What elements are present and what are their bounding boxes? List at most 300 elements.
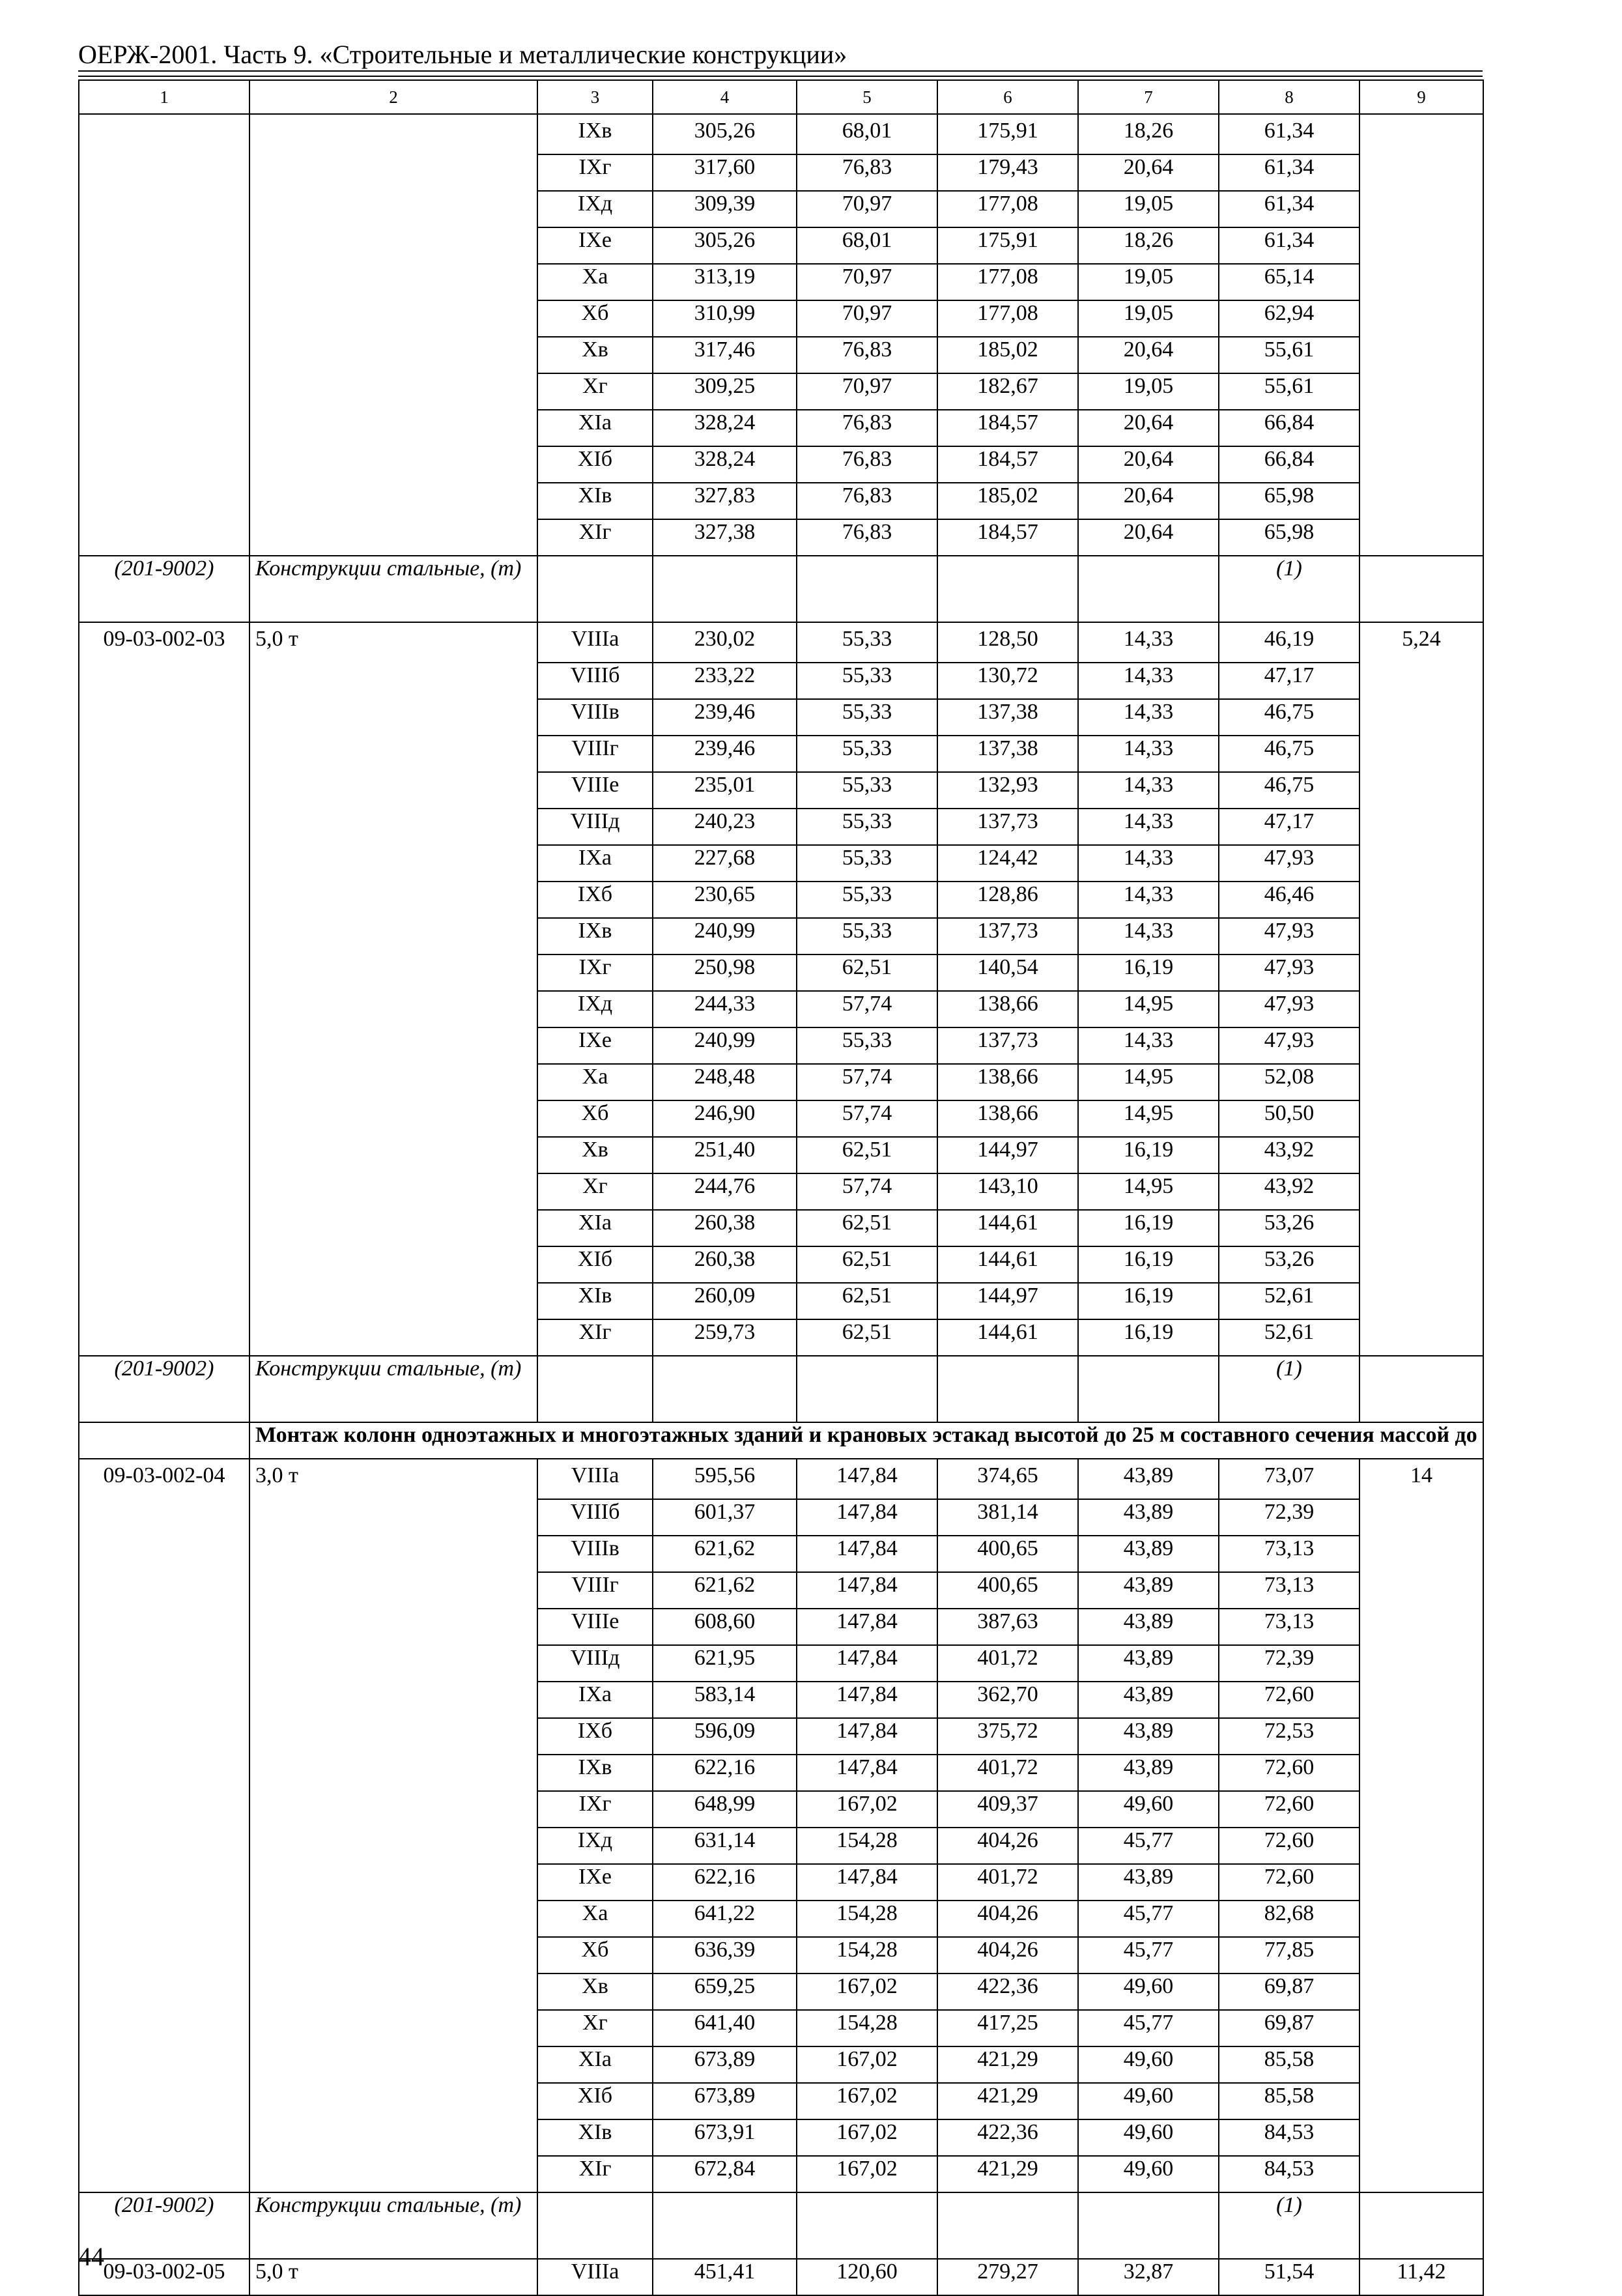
value-cell: 130,72 (937, 663, 1078, 699)
resource-name: Конструкции стальные, (т) (249, 556, 537, 622)
value-cell: 16,19 (1078, 1210, 1219, 1246)
value-cell: 53,26 (1219, 1246, 1359, 1283)
value-cell: 404,26 (937, 1901, 1078, 1937)
rate-name: 5,0 т (249, 622, 537, 1356)
value-cell: 72,60 (1219, 1828, 1359, 1864)
value-cell: 47,93 (1219, 991, 1359, 1027)
section-title: Монтаж колонн одноэтажных и многоэтажных зданий и крановых эстакад высотой до 25 м составного сечения массой до (249, 1422, 1483, 1459)
value-cell: 19,05 (1078, 264, 1219, 300)
resource-code: (201-9002) (79, 556, 249, 622)
value-cell: 20,64 (1078, 154, 1219, 191)
value-cell: 401,72 (937, 1755, 1078, 1791)
column-header: 2 (249, 80, 537, 114)
value-cell: 167,02 (797, 2119, 937, 2156)
value-cell: 317,60 (653, 154, 797, 191)
value-cell: 621,62 (653, 1536, 797, 1572)
empty-cell (653, 2192, 797, 2259)
value-cell: 73,13 (1219, 1609, 1359, 1645)
empty-cell (537, 1356, 653, 1422)
value-cell: 128,50 (937, 622, 1078, 663)
value-cell: 309,39 (653, 191, 797, 227)
empty-cell (1078, 1356, 1219, 1422)
value-cell: 167,02 (797, 2156, 937, 2192)
value-cell: 14,33 (1078, 663, 1219, 699)
value-cell: 260,09 (653, 1283, 797, 1319)
value-cell: 73,13 (1219, 1536, 1359, 1572)
empty-cell (653, 1356, 797, 1422)
value-cell: 608,60 (653, 1609, 797, 1645)
value-cell: 147,84 (797, 1459, 937, 1499)
value-cell: 16,19 (1078, 954, 1219, 991)
value-cell: 16,19 (1078, 1246, 1219, 1283)
value-cell: 32,87 (1078, 2259, 1219, 2295)
value-cell: 43,89 (1078, 1609, 1219, 1645)
value-cell: 313,19 (653, 264, 797, 300)
value-cell: 144,97 (937, 1283, 1078, 1319)
zone-label: Xб (537, 1937, 653, 1973)
value-cell: 43,89 (1078, 1755, 1219, 1791)
empty-cell (937, 2192, 1078, 2259)
zone-label: XIг (537, 2156, 653, 2192)
value-cell: 46,46 (1219, 882, 1359, 918)
value-cell: 147,84 (797, 1645, 937, 1682)
value-cell: 72,60 (1219, 1682, 1359, 1718)
value-cell: 143,10 (937, 1173, 1078, 1210)
value-cell: 260,38 (653, 1210, 797, 1246)
value-cell: 631,14 (653, 1828, 797, 1864)
value-cell: 250,98 (653, 954, 797, 991)
zone-label: Xв (537, 1973, 653, 2010)
value-cell: 47,93 (1219, 918, 1359, 954)
value-cell: 185,02 (937, 337, 1078, 373)
value-cell: 167,02 (797, 1973, 937, 2010)
page-number: 44 (78, 2242, 104, 2271)
value-cell: 16,19 (1078, 1283, 1219, 1319)
resource-name: Конструкции стальные, (т) (249, 2192, 537, 2259)
value-cell: 66,84 (1219, 446, 1359, 483)
value-cell: 621,62 (653, 1572, 797, 1609)
zone-label: Xг (537, 373, 653, 410)
value-cell: 138,66 (937, 991, 1078, 1027)
value-cell: 52,61 (1219, 1319, 1359, 1356)
value-cell: 49,60 (1078, 2156, 1219, 2192)
value-cell: 20,64 (1078, 446, 1219, 483)
value-cell: 409,37 (937, 1791, 1078, 1828)
resource-footer-row (79, 2192, 1483, 2259)
value-cell: 128,86 (937, 882, 1078, 918)
value-cell: 244,76 (653, 1173, 797, 1210)
value-cell: 177,08 (937, 300, 1078, 337)
value-cell: 230,65 (653, 882, 797, 918)
value-cell: 73,07 (1219, 1459, 1359, 1499)
value-cell: 167,02 (797, 2083, 937, 2119)
value-cell: 147,84 (797, 1682, 937, 1718)
value-cell: 177,08 (937, 264, 1078, 300)
zone-label: IXв (537, 1755, 653, 1791)
zone-label: IXд (537, 1828, 653, 1864)
value-cell: 401,72 (937, 1645, 1078, 1682)
value-cell: 14,33 (1078, 699, 1219, 736)
value-cell: 50,50 (1219, 1100, 1359, 1137)
zone-label: VIIIг (537, 736, 653, 772)
rate-name: 3,0 т (249, 1459, 537, 2192)
value-cell: 84,53 (1219, 2119, 1359, 2156)
value-cell: 239,46 (653, 736, 797, 772)
zone-label: Xв (537, 337, 653, 373)
zone-label: VIIIе (537, 772, 653, 809)
resource-quantity: (1) (1219, 2192, 1359, 2259)
value-cell: 62,51 (797, 1246, 937, 1283)
value-cell: 179,43 (937, 154, 1078, 191)
value-cell: 175,91 (937, 227, 1078, 264)
value-cell: 69,87 (1219, 2010, 1359, 2046)
value-cell: 14,33 (1078, 845, 1219, 882)
zone-label: VIIIд (537, 1645, 653, 1682)
column-header: 6 (937, 80, 1078, 114)
value-cell: 673,89 (653, 2083, 797, 2119)
header-rule-double (78, 76, 1483, 77)
column-header: 3 (537, 80, 653, 114)
value-cell: 421,29 (937, 2046, 1078, 2083)
value-cell: 147,84 (797, 1864, 937, 1901)
value-cell: 55,33 (797, 699, 937, 736)
value-cell: 55,33 (797, 772, 937, 809)
value-cell: 404,26 (937, 1828, 1078, 1864)
value-cell: 43,89 (1078, 1499, 1219, 1536)
column-header: 5 (797, 80, 937, 114)
value-cell: 49,60 (1078, 1791, 1219, 1828)
value-cell: 47,17 (1219, 809, 1359, 845)
value-cell: 47,93 (1219, 954, 1359, 991)
value-cell: 70,97 (797, 264, 937, 300)
zone-label: XIа (537, 410, 653, 446)
resource-footer-row (79, 556, 1483, 622)
value-cell: 421,29 (937, 2083, 1078, 2119)
value-cell: 401,72 (937, 1864, 1078, 1901)
value-cell: 49,60 (1078, 2046, 1219, 2083)
value-cell: 45,77 (1078, 2010, 1219, 2046)
value-cell: 305,26 (653, 227, 797, 264)
value-cell: 260,38 (653, 1246, 797, 1283)
value-cell: 595,56 (653, 1459, 797, 1499)
value-cell: 636,39 (653, 1937, 797, 1973)
value-cell: 43,89 (1078, 1645, 1219, 1682)
rate-code: 09-03-002-05 (79, 2259, 249, 2295)
value-cell: 14,33 (1078, 736, 1219, 772)
value-cell: 77,85 (1219, 1937, 1359, 1973)
value-cell: 387,63 (937, 1609, 1078, 1645)
value-cell: 72,39 (1219, 1645, 1359, 1682)
zone-label: XIв (537, 2119, 653, 2156)
value-cell: 57,74 (797, 991, 937, 1027)
zone-label: VIIIв (537, 699, 653, 736)
zone-label: XIа (537, 2046, 653, 2083)
value-cell: 43,89 (1078, 1572, 1219, 1609)
value-cell: 144,61 (937, 1210, 1078, 1246)
value-cell: 61,34 (1219, 191, 1359, 227)
zone-label: IXб (537, 1718, 653, 1755)
value-cell: 244,33 (653, 991, 797, 1027)
value-cell: 138,66 (937, 1064, 1078, 1100)
value-cell: 184,57 (937, 519, 1078, 556)
value-cell: 68,01 (797, 227, 937, 264)
zone-label: IXб (537, 882, 653, 918)
value-cell: 147,84 (797, 1755, 937, 1791)
table-row (79, 622, 1483, 663)
value-cell: 309,25 (653, 373, 797, 410)
zone-label: VIIIе (537, 1609, 653, 1645)
zone-label: VIIIа (537, 1459, 653, 1499)
value-cell: 184,57 (937, 446, 1078, 483)
value-cell: 154,28 (797, 2010, 937, 2046)
empty-cell (653, 556, 797, 622)
value-cell: 66,84 (1219, 410, 1359, 446)
value-cell: 137,73 (937, 809, 1078, 845)
value-cell: 72,53 (1219, 1718, 1359, 1755)
zone-label: VIIIб (537, 1499, 653, 1536)
value-cell: 140,54 (937, 954, 1078, 991)
value-cell: 76,83 (797, 483, 937, 519)
zone-label: IXа (537, 845, 653, 882)
value-cell: 233,22 (653, 663, 797, 699)
value-cell: 147,84 (797, 1718, 937, 1755)
value-cell: 596,09 (653, 1718, 797, 1755)
value-cell: 45,77 (1078, 1828, 1219, 1864)
value-cell: 46,19 (1219, 622, 1359, 663)
value-cell: 55,61 (1219, 373, 1359, 410)
value-cell: 18,26 (1078, 227, 1219, 264)
value-cell: 62,51 (797, 1319, 937, 1356)
value-cell: 601,37 (653, 1499, 797, 1536)
column-header: 8 (1219, 80, 1359, 114)
value-cell: 69,87 (1219, 1973, 1359, 2010)
zone-label: XIб (537, 446, 653, 483)
value-cell: 144,97 (937, 1137, 1078, 1173)
value-cell: 85,58 (1219, 2083, 1359, 2119)
value-cell: 61,34 (1219, 227, 1359, 264)
value-cell: 43,89 (1078, 1682, 1219, 1718)
value-cell: 76,83 (797, 154, 937, 191)
value-cell: 52,61 (1219, 1283, 1359, 1319)
value-cell: 57,74 (797, 1064, 937, 1100)
value-cell: 259,73 (653, 1319, 797, 1356)
value-cell: 84,53 (1219, 2156, 1359, 2192)
column-header: 1 (79, 80, 249, 114)
empty-cell (937, 1356, 1078, 1422)
zone-label: VIIIб (537, 663, 653, 699)
value-cell: 76,83 (797, 446, 937, 483)
value-cell: 144,61 (937, 1319, 1078, 1356)
value-cell: 68,01 (797, 114, 937, 154)
value-cell: 46,75 (1219, 699, 1359, 736)
rates-table (78, 79, 1484, 2296)
value-cell: 147,84 (797, 1609, 937, 1645)
value-cell: 43,89 (1078, 1718, 1219, 1755)
zone-label: Xб (537, 1100, 653, 1137)
value-cell: 451,41 (653, 2259, 797, 2295)
value-cell: 235,01 (653, 772, 797, 809)
zone-label: Xг (537, 1173, 653, 1210)
value-cell: 19,05 (1078, 300, 1219, 337)
value-cell: 55,33 (797, 845, 937, 882)
value-cell: 62,51 (797, 1283, 937, 1319)
zone-label: IXе (537, 227, 653, 264)
value-cell: 622,16 (653, 1755, 797, 1791)
value-cell: 61,34 (1219, 114, 1359, 154)
value-cell: 47,93 (1219, 845, 1359, 882)
zone-label: XIг (537, 1319, 653, 1356)
value-cell: 422,36 (937, 1973, 1078, 2010)
zone-label: VIIIд (537, 809, 653, 845)
column-header: 4 (653, 80, 797, 114)
section-title-row (79, 1422, 1483, 1459)
value-cell: 55,33 (797, 736, 937, 772)
value-cell: 621,95 (653, 1645, 797, 1682)
value-cell: 57,74 (797, 1100, 937, 1137)
mass-value: 11,42 (1359, 2259, 1483, 2295)
value-cell: 14,95 (1078, 1173, 1219, 1210)
value-cell: 70,97 (797, 373, 937, 410)
value-cell: 137,38 (937, 699, 1078, 736)
value-cell: 62,94 (1219, 300, 1359, 337)
zone-label: VIIIа (537, 2259, 653, 2295)
value-cell: 246,90 (653, 1100, 797, 1137)
resource-quantity: (1) (1219, 556, 1359, 622)
zone-label: IXе (537, 1027, 653, 1064)
value-cell: 375,72 (937, 1718, 1078, 1755)
value-cell: 72,60 (1219, 1755, 1359, 1791)
value-cell: 154,28 (797, 1828, 937, 1864)
value-cell: 52,08 (1219, 1064, 1359, 1100)
value-cell: 659,25 (653, 1973, 797, 2010)
empty-cell (537, 2192, 653, 2259)
value-cell: 622,16 (653, 1864, 797, 1901)
value-cell: 14,33 (1078, 809, 1219, 845)
value-cell: 72,60 (1219, 1791, 1359, 1828)
resource-code: (201-9002) (79, 2192, 249, 2259)
value-cell: 76,83 (797, 410, 937, 446)
zone-label: IXг (537, 954, 653, 991)
value-cell: 55,33 (797, 918, 937, 954)
header-rule (78, 70, 1483, 72)
value-cell: 43,89 (1078, 1536, 1219, 1572)
value-cell: 55,61 (1219, 337, 1359, 373)
value-cell: 167,02 (797, 2046, 937, 2083)
value-cell: 132,93 (937, 772, 1078, 809)
zone-label: IXд (537, 191, 653, 227)
zone-label: IXд (537, 991, 653, 1027)
value-cell: 147,84 (797, 1536, 937, 1572)
value-cell: 154,28 (797, 1937, 937, 1973)
value-cell: 49,60 (1078, 2119, 1219, 2156)
value-cell: 177,08 (937, 191, 1078, 227)
value-cell: 19,05 (1078, 373, 1219, 410)
value-cell: 57,74 (797, 1173, 937, 1210)
empty-cell (937, 556, 1078, 622)
value-cell: 672,84 (653, 2156, 797, 2192)
value-cell: 65,98 (1219, 519, 1359, 556)
zone-label: XIб (537, 2083, 653, 2119)
value-cell: 55,33 (797, 809, 937, 845)
value-cell: 70,97 (797, 191, 937, 227)
value-cell: 61,34 (1219, 154, 1359, 191)
rate-code: 09-03-002-04 (79, 1459, 249, 2192)
resource-name: Конструкции стальные, (т) (249, 1356, 537, 1422)
table-body (79, 80, 1483, 2295)
value-cell: 53,26 (1219, 1210, 1359, 1246)
zone-label: Xг (537, 2010, 653, 2046)
page-header-title: ОЕРЖ-2001. Часть 9. «Строительные и металлические конструкции» (78, 40, 847, 69)
value-cell: 72,39 (1219, 1499, 1359, 1536)
value-cell: 641,40 (653, 2010, 797, 2046)
value-cell: 14,33 (1078, 918, 1219, 954)
value-cell: 16,19 (1078, 1137, 1219, 1173)
value-cell: 404,26 (937, 1937, 1078, 1973)
value-cell: 43,92 (1219, 1137, 1359, 1173)
zone-label: Xа (537, 1901, 653, 1937)
value-cell: 381,14 (937, 1499, 1078, 1536)
rate-code: 09-03-002-03 (79, 622, 249, 1356)
value-cell: 137,73 (937, 918, 1078, 954)
value-cell: 641,22 (653, 1901, 797, 1937)
value-cell: 73,13 (1219, 1572, 1359, 1609)
value-cell: 46,75 (1219, 772, 1359, 809)
rate-name (249, 114, 537, 556)
zone-label: IXв (537, 918, 653, 954)
value-cell: 62,51 (797, 1137, 937, 1173)
value-cell: 76,83 (797, 519, 937, 556)
table-row (79, 114, 1483, 154)
value-cell: 14,95 (1078, 1100, 1219, 1137)
value-cell: 46,75 (1219, 736, 1359, 772)
zone-label: VIIIг (537, 1572, 653, 1609)
value-cell: 648,99 (653, 1791, 797, 1828)
zone-label: IXе (537, 1864, 653, 1901)
column-number-row (79, 80, 1483, 114)
zone-label: VIIIа (537, 622, 653, 663)
zone-label: Xа (537, 1064, 653, 1100)
table-row (79, 1459, 1483, 1499)
resource-quantity: (1) (1219, 1356, 1359, 1422)
empty-cell (79, 1422, 249, 1459)
value-cell: 227,68 (653, 845, 797, 882)
value-cell: 175,91 (937, 114, 1078, 154)
value-cell: 240,99 (653, 1027, 797, 1064)
value-cell: 147,84 (797, 1499, 937, 1536)
value-cell: 251,40 (653, 1137, 797, 1173)
value-cell: 230,02 (653, 622, 797, 663)
value-cell: 18,26 (1078, 114, 1219, 154)
value-cell: 124,42 (937, 845, 1078, 882)
value-cell: 583,14 (653, 1682, 797, 1718)
value-cell: 138,66 (937, 1100, 1078, 1137)
zone-label: IXг (537, 154, 653, 191)
value-cell: 154,28 (797, 1901, 937, 1937)
value-cell: 20,64 (1078, 337, 1219, 373)
value-cell: 14,33 (1078, 882, 1219, 918)
value-cell: 82,68 (1219, 1901, 1359, 1937)
value-cell: 144,61 (937, 1246, 1078, 1283)
rate-name: 5,0 т (249, 2259, 537, 2295)
zone-label: IXг (537, 1791, 653, 1828)
value-cell: 19,05 (1078, 191, 1219, 227)
value-cell: 185,02 (937, 483, 1078, 519)
value-cell: 49,60 (1078, 2083, 1219, 2119)
value-cell: 374,65 (937, 1459, 1078, 1499)
value-cell: 16,19 (1078, 1319, 1219, 1356)
zone-label: VIIIв (537, 1536, 653, 1572)
value-cell: 62,51 (797, 1210, 937, 1246)
